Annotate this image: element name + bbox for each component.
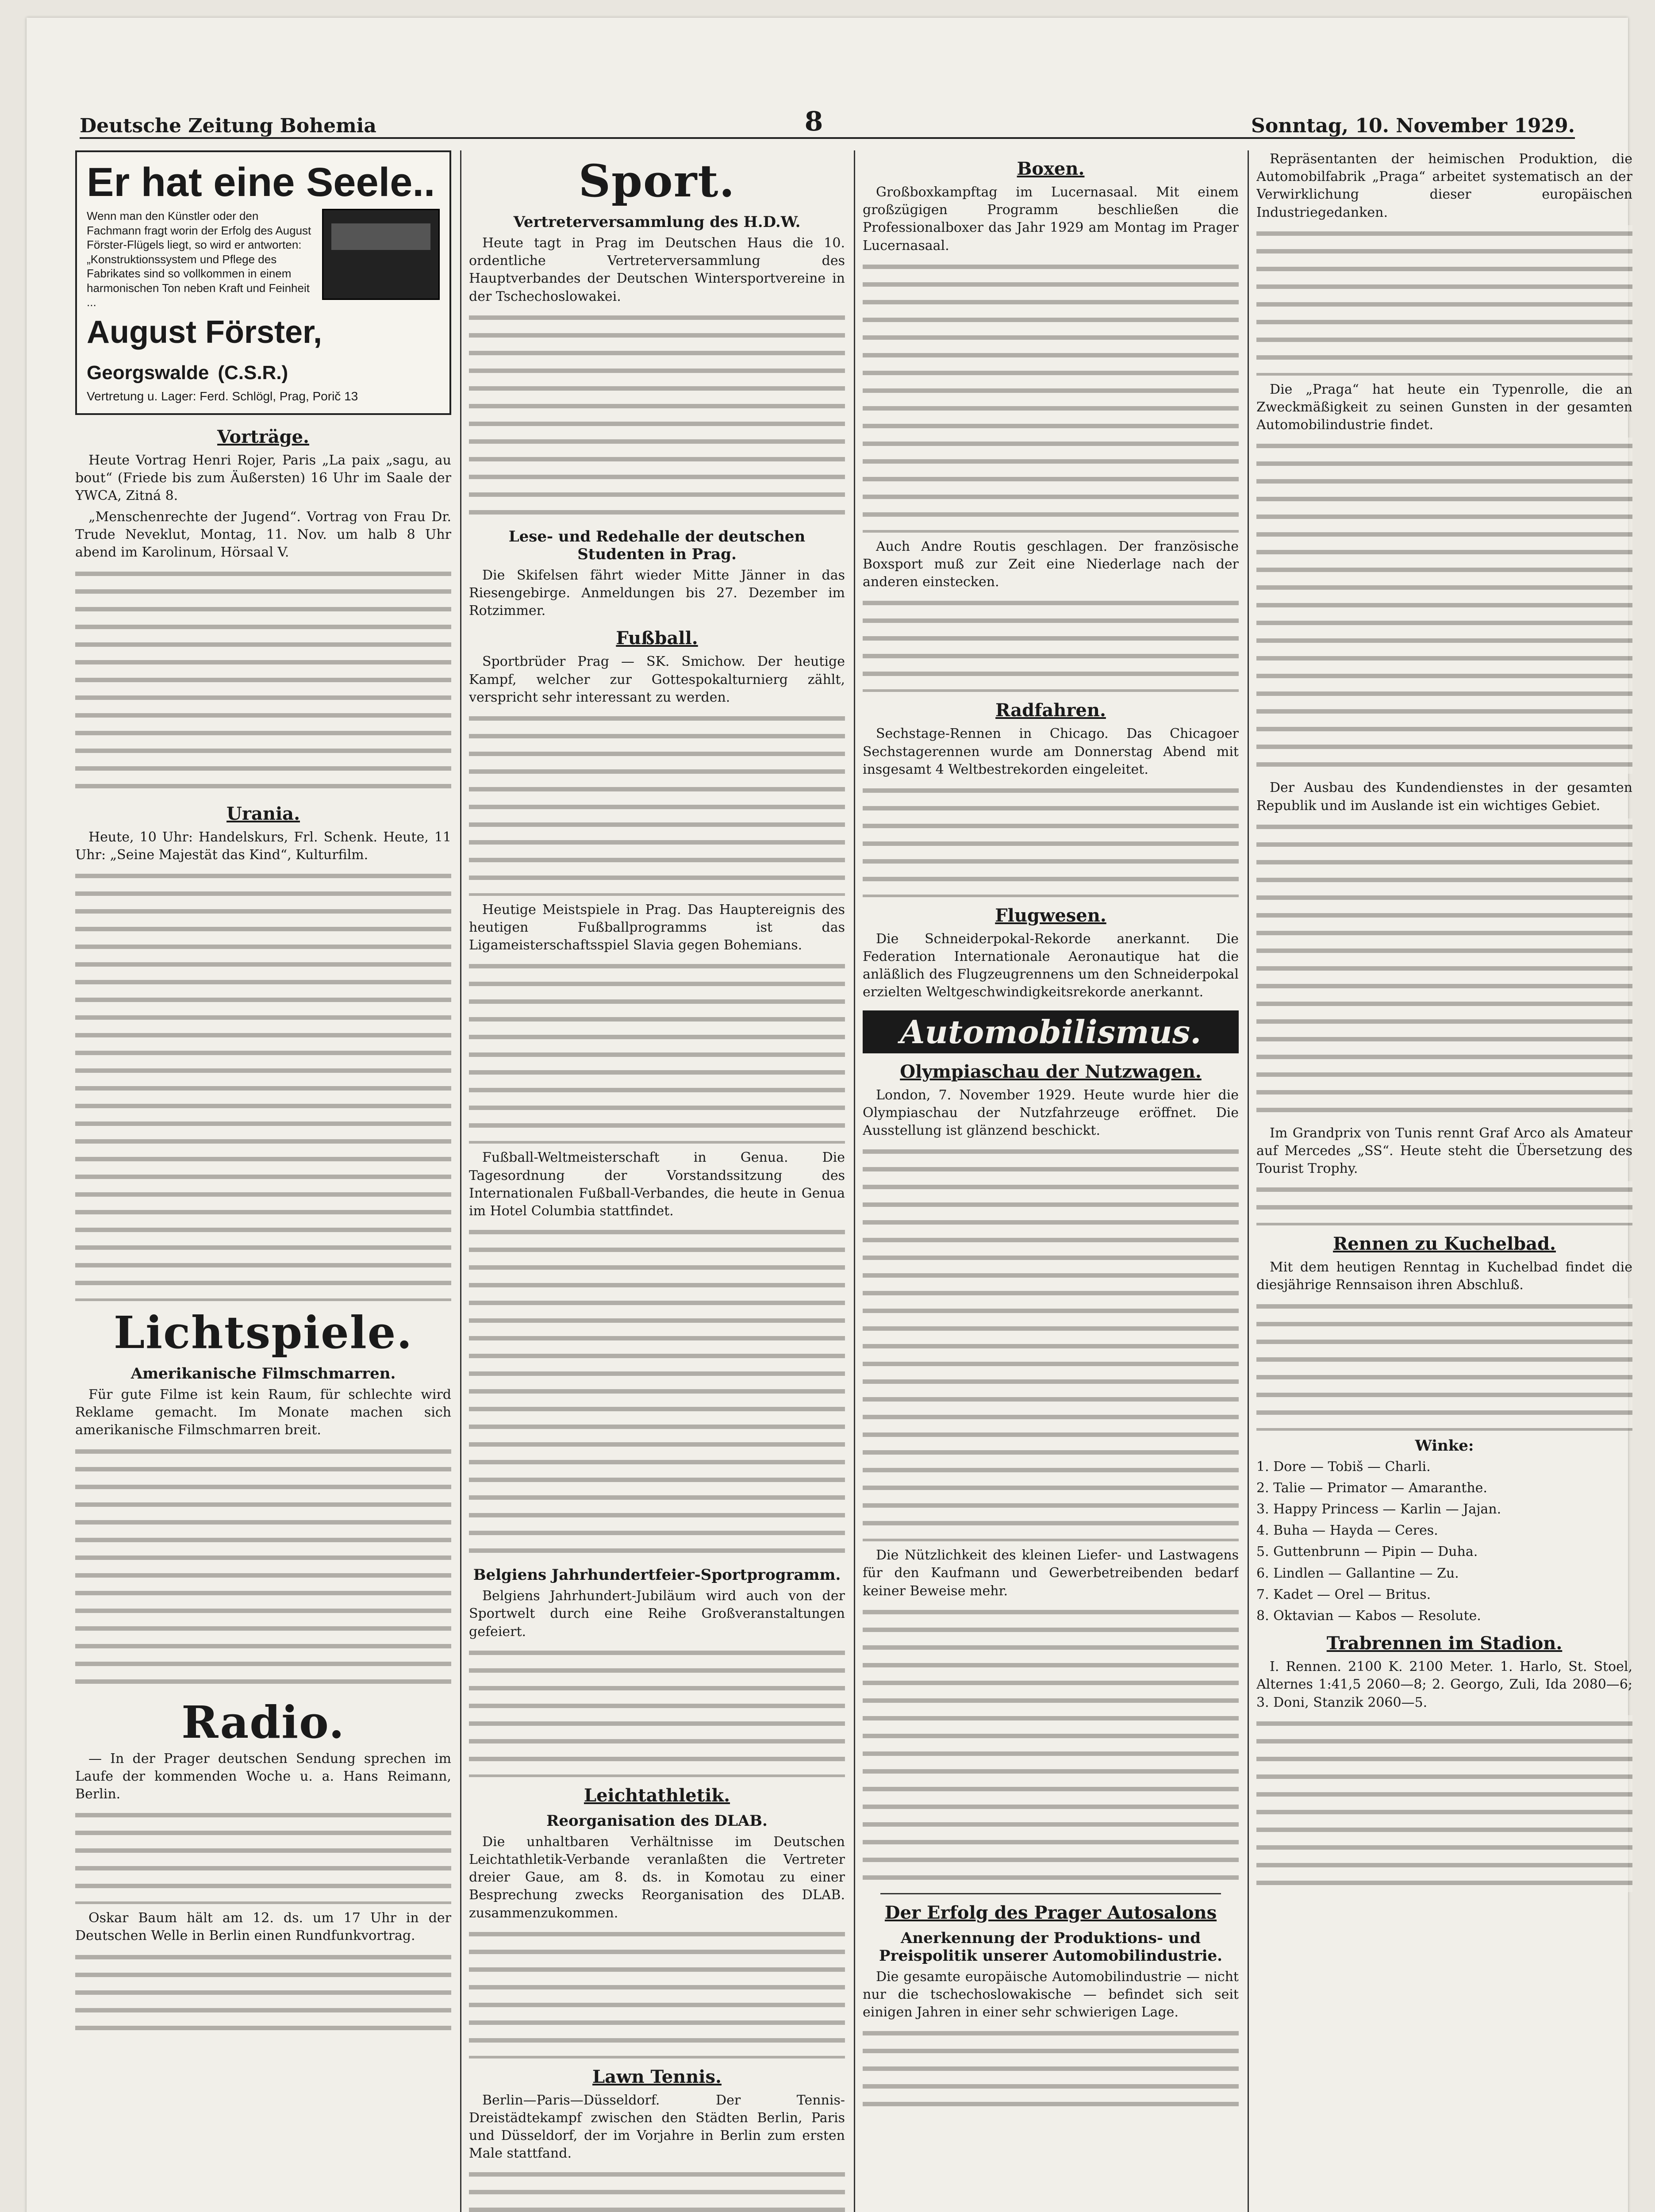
column-2 — [469, 150, 845, 2212]
ad-brand — [87, 314, 440, 387]
article-text: Heutige Meistspiele in Prag. Das Hauptereignis des heutigen Fußballprogramms ist das Ligameisterschaftsspiel Slavia gegen Bohemians. — [469, 902, 845, 953]
ad-brand-name: August Förster, — [87, 314, 323, 350]
text-block — [1256, 225, 1632, 376]
text-block — [75, 1949, 451, 2037]
paper-name: Deutsche Zeitung Bohemia — [80, 115, 376, 137]
article-text: Großboxkampftag im Lucernasaal. Mit einem großzügigen Programm beschließen die Professionalboxer das Jahr 1929 am Montag im Prager Lucernasaal. — [863, 184, 1239, 253]
section-heading: Flugwesen. — [995, 905, 1106, 926]
sport-heading: Sport. — [578, 155, 736, 207]
piano-advertisement — [75, 150, 451, 415]
article-text: Die Nützlichkeit des kleinen Liefer- und Lastwagens für den Kaufmann und Gewerbetreibenden bedarf keiner Beweise mehr. — [863, 1548, 1239, 1599]
ad-footer: Vertretung u. Lager: Ferd. Schlögl, Prag, Porič 13 — [87, 389, 358, 403]
ad-copy: Wenn man den Künstler oder den Fachmann fragt worin der Erfolg des August Förster-Flügels liegt, so wird er antworten: „Konstruktionssystem und Pflege des Fabrikates sind so vollkommen in einem harmonischen Ton neben Kraft und Feinheit ... — [87, 209, 311, 309]
article-subheading: Anerkennung der Produktions- und Preispolitik unserer Automobilindustrie. — [879, 1929, 1222, 1965]
section-heading: Lawn Tennis. — [592, 2066, 722, 2087]
tips-list — [1256, 1458, 1632, 1625]
page-number: 8 — [804, 106, 823, 137]
list-item: 3. Happy Princess — Karlin — Jajan. — [1256, 1502, 1501, 1517]
text-block — [1256, 438, 1632, 774]
divider — [880, 1893, 1221, 1894]
article-text: Heute, 10 Uhr: Handelskurs, Frl. Schenk. Heute, 11 Uhr: „Seine Majestät das Kind“, Kulturfilm. — [75, 829, 451, 863]
section-heading: Olympiaschau der Nutzwagen. — [900, 1061, 1202, 1082]
article-text: Im Grandprix von Tunis rennt Graf Arco als Amateur auf Mercedes „SS“. Heute steht die Übersetzung des Tourist Trophy. — [1256, 1125, 1632, 1177]
text-block — [863, 595, 1239, 692]
article-text: Die „Praga“ hat heute ein Typenrolle, die an Zweckmäßigkeit zu seinen Gunsten in der gesamten Automobilindustrie findet. — [1256, 381, 1632, 433]
section-heading: Leichtathletik. — [584, 1785, 730, 1806]
text-block — [863, 2025, 1239, 2113]
article-text: Für gute Filme ist kein Raum, für schlechte wird Reklame gemacht. Im Monate machen sich amerikanische Filmschmarren breit. — [75, 1387, 451, 1438]
text-block — [469, 309, 845, 522]
article-subheading: Amerikanische Filmschmarren. — [131, 1365, 396, 1382]
text-block — [469, 958, 845, 1144]
text-block — [863, 1604, 1239, 1887]
list-item: 6. Lindlen — Gallantine — Zu. — [1256, 1565, 1459, 1581]
text-block — [75, 868, 451, 1301]
article-text: Die unhaltbaren Verhältnisse im Deutschen Leichtathletik-Verbande veranlaßten die Vertreter dreier Gaue, am 8. ds. in Komotau zu einer Besprechung zwecks Reorganisation des DLAB. zusammenzukommen. — [469, 1834, 845, 1921]
list-item: 8. Oktavian — Kabos — Resolute. — [1256, 1608, 1481, 1624]
article-text: Sechstage-Rennen in Chicago. Das Chicagoer Sechstagerennen wurde am Donnerstag Abend mit insgesamt 4 Weltbestrekorden eingeleitet. — [863, 726, 1239, 777]
article-text: Heute tagt in Prag im Deutschen Haus die 10. ordentliche Vertreterversammlung des Hauptverbandes der Deutschen Wintersportvereine in der Tschechoslowakei. — [469, 235, 845, 304]
text-block — [1256, 1715, 1632, 1892]
section-heading: Radfahren. — [995, 700, 1106, 721]
text-block — [75, 1443, 451, 1691]
article-text: London, 7. November 1929. Heute wurde hier die Olympiaschau der Nutzfahrzeuge eröffnet. Die Ausstellung ist glänzend beschickt. — [863, 1087, 1239, 1138]
section-heading: Der Erfolg des Prager Autosalons — [884, 1902, 1217, 1923]
text-block — [469, 2166, 845, 2212]
article-subheading: Reorganisation des DLAB. — [546, 1812, 768, 1830]
column-3 — [863, 150, 1239, 2212]
text-block — [1256, 818, 1632, 1119]
article-text: Berlin—Paris—Düsseldorf. Der Tennis-Dreistädtekampf zwischen den Städten Berlin, Paris und Düsseldorf, der im Vorjahre in Berlin zum ersten Male stattfand. — [469, 2092, 845, 2162]
article-text: Fußball-Weltmeisterschaft in Genua. Die Tagesordnung der Vorstandssitzung des Internationalen Fußball-Verbandes, die heute in Genua im Hotel Columbia stattfindet. — [469, 1150, 845, 1219]
section-heading: Trabrennen im Stadion. — [1326, 1633, 1563, 1654]
radio-heading: Radio. — [181, 1696, 345, 1748]
column-rule — [460, 150, 461, 2212]
article-subheading: Lese- und Redehalle der deutschen Studenten in Prag. — [508, 527, 806, 563]
article-text: Heute Vortrag Henri Rojer, Paris „La paix „sagu, au bout“ (Friede bis zum Äußersten) 16 Uhr im Saale der YWCA, Zitná 8. — [75, 452, 451, 503]
list-item: 7. Kadet — Orel — Britus. — [1256, 1586, 1431, 1602]
article-text: Die Skifelsen fährt wieder Mitte Jänner in das Riesengebirge. Anmeldungen bis 27. Dezember im Rotzimmer. — [469, 567, 845, 619]
text-block — [469, 1224, 845, 1560]
text-block — [1256, 1298, 1632, 1431]
article-text: Repräsentanten der heimischen Produktion, die Automobilfabrik „Praga“ arbeitet systematisch an der Verwirklichung dieser europäischen Industriegedanken. — [1256, 151, 1632, 220]
ad-brand-suffix: (C.S.R.) — [218, 361, 288, 384]
text-block — [863, 782, 1239, 897]
newspaper-page — [27, 18, 1632, 2212]
list-item: 5. Guttenbrunn — Pipin — Duha. — [1256, 1544, 1478, 1560]
column-4 — [1256, 150, 1632, 2212]
section-heading: Vorträge. — [217, 426, 309, 447]
section-heading: Rennen zu Kuchelbad. — [1333, 1233, 1556, 1255]
ad-headline: Er hat eine Seele.. — [87, 160, 435, 205]
automobilismus-heading: Automobilismus. — [863, 1010, 1239, 1053]
section-heading: Fußball. — [616, 628, 698, 649]
text-block — [469, 1926, 845, 2058]
article-text: Sportbrüder Prag — SK. Smichow. Der heutige Kampf, welcher zur Gottespokalturnierg zählt, verspricht sehr interessant zu werden. — [469, 654, 845, 705]
column-rule — [1248, 150, 1249, 2212]
article-text: Oskar Baum hält am 12. ds. um 17 Uhr in der Deutschen Welle in Berlin einen Rundfunkvortrag. — [75, 1910, 451, 1944]
column-1 — [75, 150, 451, 2212]
article-text: Auch Andre Routis geschlagen. Der französische Boxsport muß zur Zeit eine Niederlage nach der anderen einstecken. — [863, 538, 1239, 590]
text-block — [469, 710, 845, 896]
article-text: Die gesamte europäische Automobilindustrie — nicht nur die tschechoslowakische — befindet sich seit einigen Jahren in einer sehr schwierigen Lage. — [863, 1969, 1239, 2020]
article-text: Die Schneiderpokal-Rekorde anerkannt. Die Federation Internationale Aeronautique hat die anläßlich des Flugzeugrennens um den Schneiderpokal erzielten Weltgeschwindigkeitsrekorde anerkannt. — [863, 931, 1239, 1000]
article-subheading: Winke: — [1415, 1436, 1474, 1455]
text-block — [75, 565, 451, 795]
list-item: 4. Buha — Hayda — Ceres. — [1256, 1523, 1438, 1539]
article-subheading: Belgiens Jahrhundertfeier-Sportprogramm. — [473, 1566, 841, 1584]
article-text: Belgiens Jahrhundert-Jubiläum wird auch von der Sportwelt durch eine Reihe Großveranstaltungen gefeiert. — [469, 1588, 845, 1640]
article-subheading: Vertreterversammlung des H.D.W. — [513, 213, 801, 231]
page-header — [80, 102, 1575, 139]
lichtspiele-heading: Lichtspiele. — [113, 1306, 413, 1359]
article-text: „Menschenrechte der Jugend“. Vortrag von Frau Dr. Trude Neveklut, Montag, 11. Nov. um halb 8 Uhr abend im Karolinum, Hörsaal V. — [75, 509, 451, 561]
article-text: Der Ausbau des Kundendienstes in der gesamten Republik und im Auslande ist ein wichtiges Gebiet. — [1256, 780, 1632, 814]
column-rule — [854, 150, 855, 2212]
text-block — [863, 1143, 1239, 1541]
list-item: 1. Dore — Tobiš — Charli. — [1256, 1459, 1431, 1475]
issue-date: Sonntag, 10. November 1929. — [1251, 115, 1575, 137]
section-heading: Boxen. — [1017, 158, 1085, 179]
piano-illustration — [322, 209, 440, 300]
text-block — [1256, 1181, 1632, 1225]
list-item: 2. Talie — Primator — Amaranthe. — [1256, 1480, 1487, 1496]
article-text: — In der Prager deutschen Sendung sprechen im Laufe der kommenden Woche u. a. Hans Reimann, Berlin. — [75, 1751, 451, 1802]
article-text: I. Rennen. 2100 K. 2100 Meter. 1. Harlo, St. Stoel, Alternes 1:41,5 2060—8; 2. Georgo, Zuli, Ida 2080—6; 3. Doni, Stanzik 2060—5. — [1256, 1659, 1632, 1710]
text-block — [75, 1807, 451, 1904]
ad-brand-place: Georgswalde — [87, 361, 209, 384]
article-text: Mit dem heutigen Renntag in Kuchelbad findet die diesjährige Rennsaison ihren Abschluß. — [1256, 1260, 1632, 1293]
text-block — [863, 258, 1239, 533]
text-block — [469, 1644, 845, 1777]
section-heading: Urania. — [227, 803, 300, 824]
